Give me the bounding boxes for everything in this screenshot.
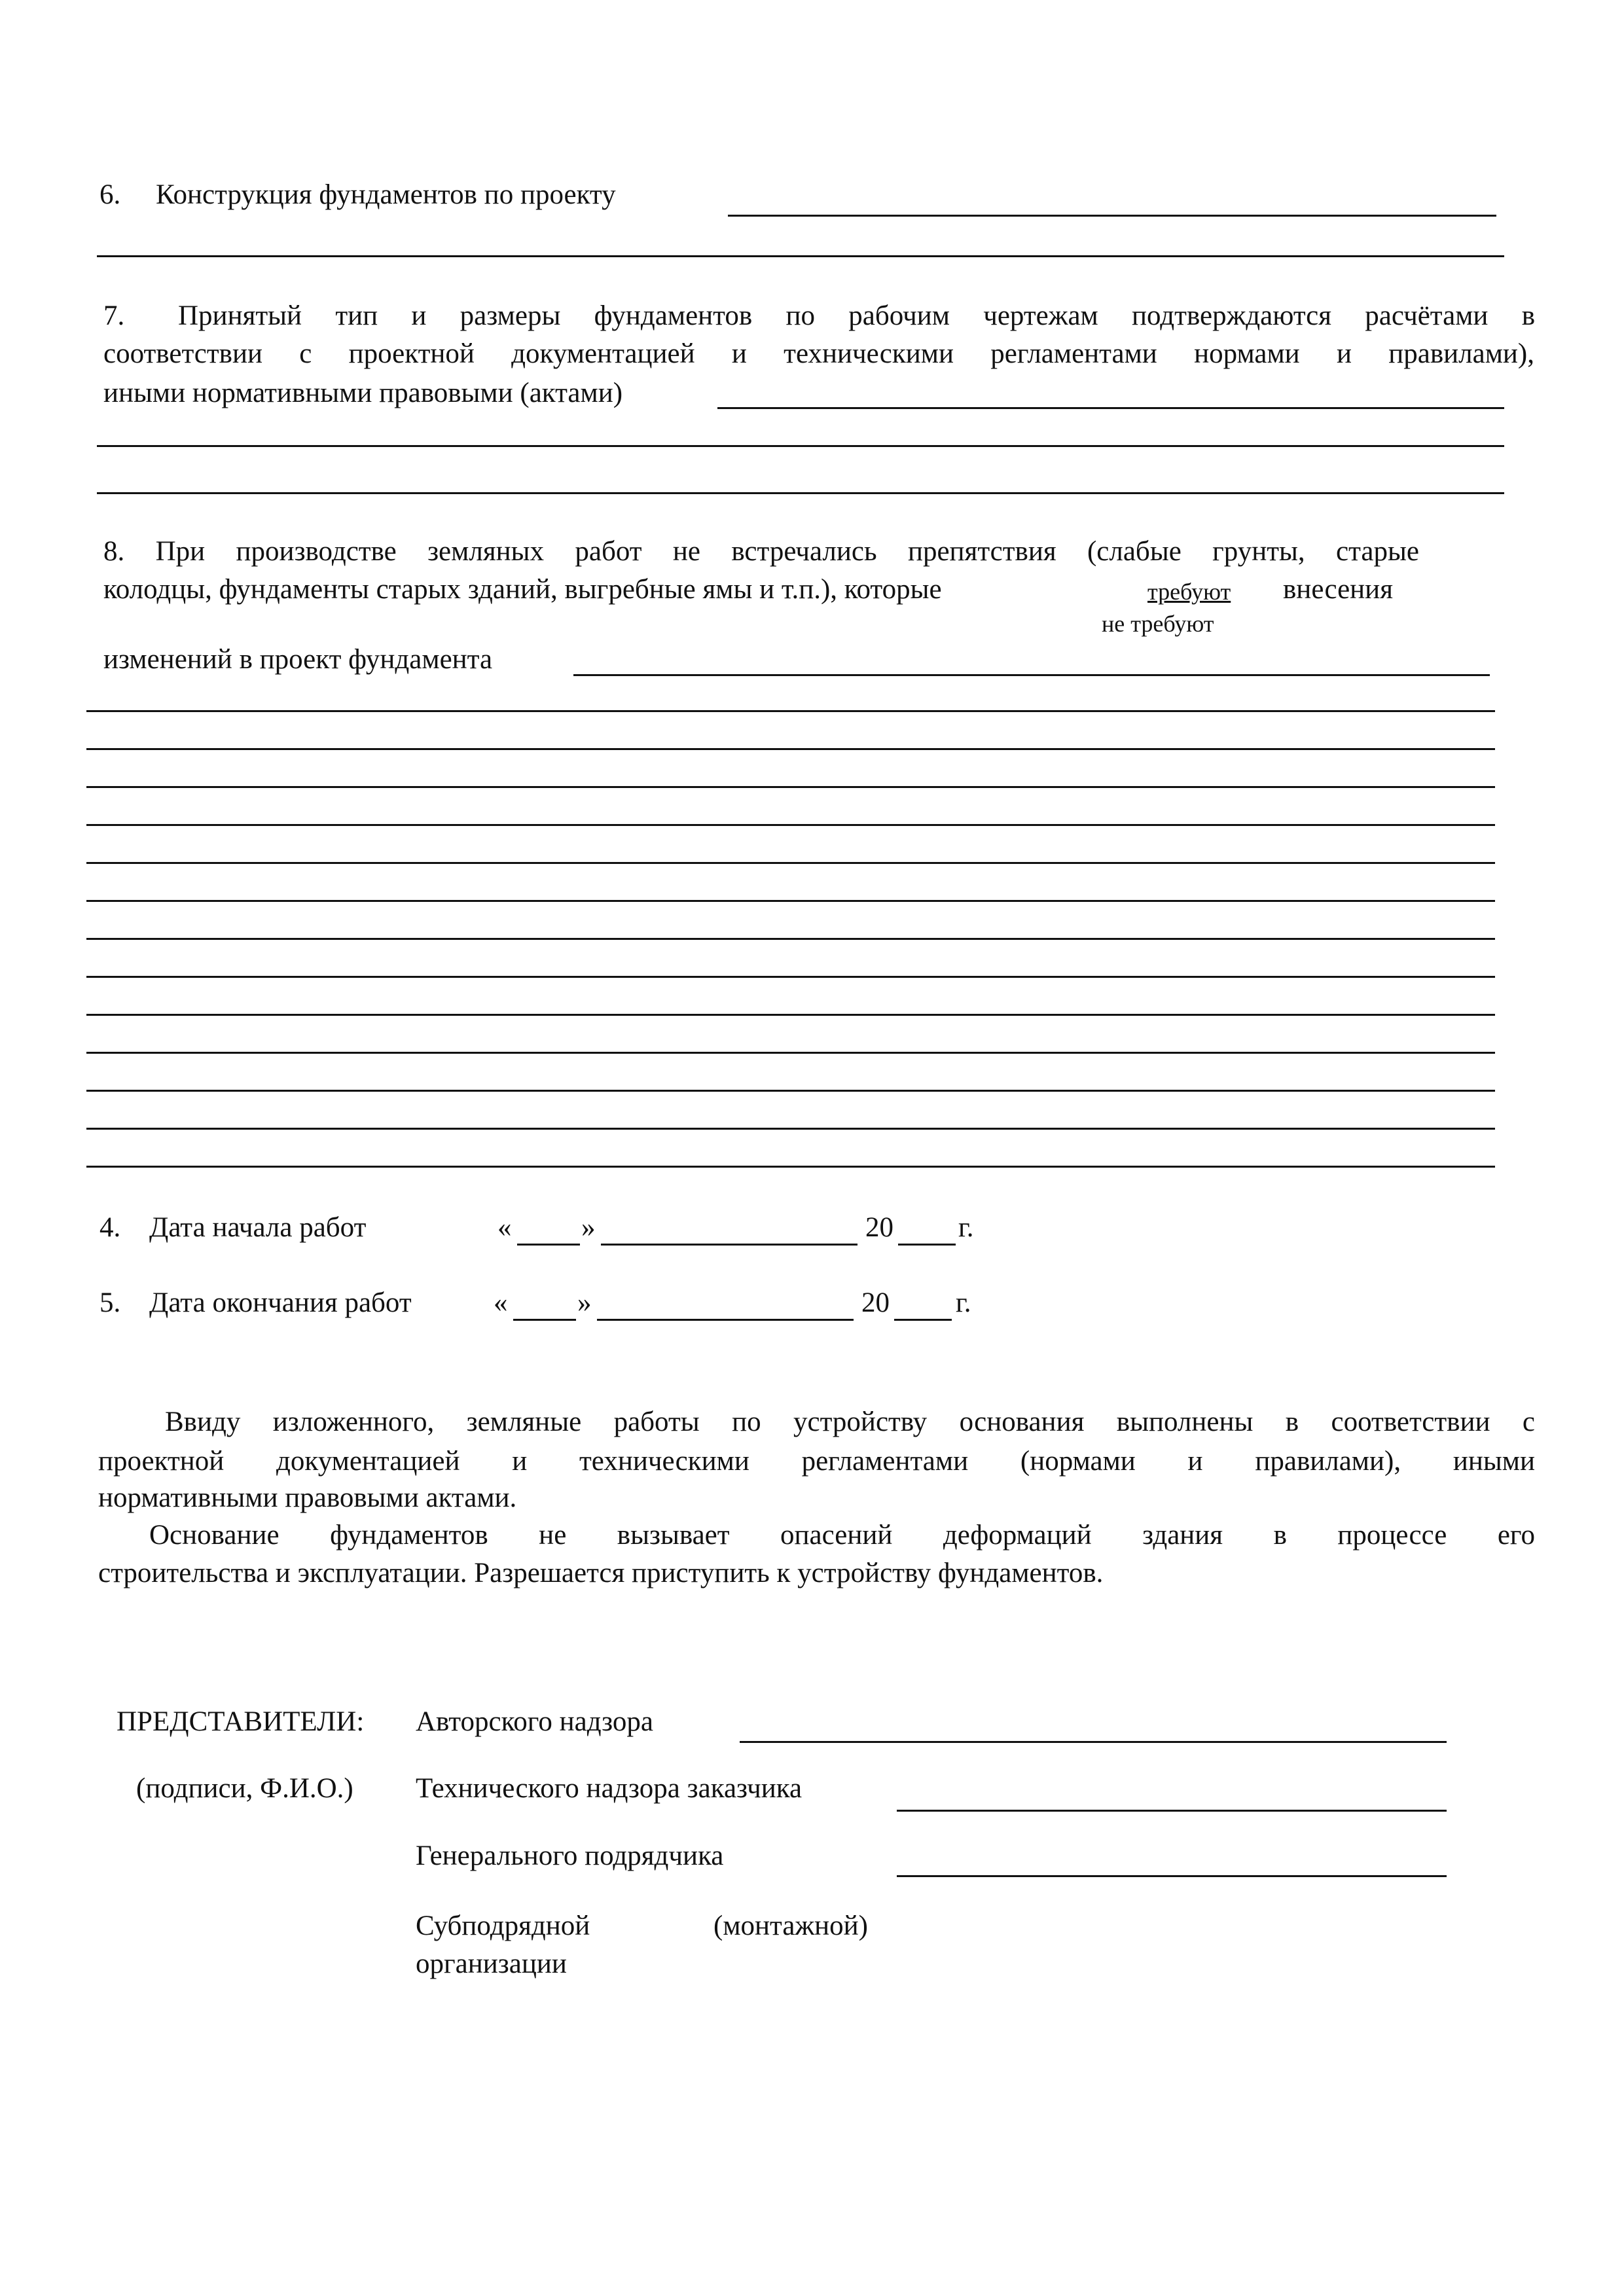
- item8-answer-line[interactable]: [86, 938, 1495, 940]
- item6-label: Конструкция фундаментов по проекту: [156, 179, 616, 210]
- item8-answer-line[interactable]: [86, 900, 1495, 902]
- item6-answer-line-1[interactable]: [728, 215, 1496, 217]
- end-date-close-quote: »: [577, 1287, 592, 1318]
- end-date-number: 5.: [99, 1287, 121, 1318]
- item6-number: 6.: [99, 179, 121, 210]
- subcontractor-label: Субподрядной: [416, 1910, 590, 1941]
- item7-number: 7.: [103, 300, 125, 331]
- customer-supervision-signature-line[interactable]: [897, 1810, 1447, 1812]
- item7-answer-line-1[interactable]: [717, 407, 1504, 409]
- item7-line-1: Принятый тип и размеры фундаментов по рабочим чертежам подтверждаются расчётами в: [178, 300, 1535, 331]
- end-date-year-field[interactable]: [894, 1319, 952, 1321]
- conclusion-p1-line-3: нормативными правовыми актами.: [98, 1482, 517, 1513]
- item8-answer-line[interactable]: [86, 748, 1495, 750]
- general-contractor-signature-line[interactable]: [897, 1875, 1447, 1877]
- item8-answer-line[interactable]: [86, 824, 1495, 826]
- end-date-month-field[interactable]: [597, 1319, 854, 1321]
- item8-answer-line-1[interactable]: [573, 674, 1490, 676]
- item8-option-not-requires[interactable]: не требуют: [1102, 611, 1214, 637]
- subcontractor-mounting-label: (монтажной): [713, 1910, 868, 1941]
- start-date-month-field[interactable]: [601, 1244, 857, 1246]
- item7-answer-line-3[interactable]: [97, 492, 1504, 494]
- start-date-number: 4.: [99, 1212, 121, 1243]
- conclusion-p1-line-1: Ввиду изложенного, земляные работы по устройству основания выполнены в соответствии с: [165, 1407, 1535, 1437]
- item7-answer-line-2[interactable]: [97, 445, 1504, 447]
- start-date-year-field[interactable]: [898, 1244, 956, 1246]
- representatives-heading: ПРЕДСТАВИТЕЛИ:: [117, 1706, 365, 1737]
- end-date-label: Дата окончания работ: [149, 1287, 412, 1318]
- item8-line-1: 8. При производстве земляных работ не встречались препятствия (слабые грунты, старые: [103, 536, 1419, 567]
- end-date-day-field[interactable]: [513, 1319, 576, 1321]
- author-supervision-label: Авторского надзора: [416, 1706, 653, 1737]
- item6-answer-line-2[interactable]: [97, 255, 1504, 257]
- start-date-day-field[interactable]: [517, 1244, 580, 1246]
- start-date-year-suffix: г.: [958, 1212, 974, 1243]
- item8-option-requires[interactable]: требуют: [1147, 579, 1231, 605]
- item8-answer-line[interactable]: [86, 1128, 1495, 1130]
- conclusion-p2-line-1: Основание фундаментов не вызывает опасений деформаций здания в процессе его: [149, 1520, 1535, 1551]
- item8-answer-line[interactable]: [86, 1090, 1495, 1092]
- start-date-label: Дата начала работ: [149, 1212, 367, 1243]
- end-date-year-suffix: г.: [956, 1287, 971, 1318]
- subcontractor-organization-label: организации: [416, 1948, 567, 1979]
- end-date-year-prefix: 20: [861, 1287, 890, 1318]
- conclusion-p1-line-2: проектной документацией и техническими регламентами (нормами и правилами), иными: [98, 1446, 1535, 1477]
- author-supervision-signature-line[interactable]: [740, 1741, 1447, 1743]
- item8-answer-line[interactable]: [86, 710, 1495, 712]
- start-date-year-prefix: 20: [865, 1212, 893, 1243]
- item7-line-2: соответствии с проектной документацией и техническими регламентами нормами и правилами),: [103, 338, 1534, 369]
- item8-answer-line[interactable]: [86, 1052, 1495, 1054]
- end-date-open-quote: «: [494, 1287, 508, 1318]
- item8-after-option: внесения: [1283, 574, 1393, 605]
- item8-answer-line[interactable]: [86, 1166, 1495, 1168]
- conclusion-p2-line-2: строительства и эксплуатации. Разрешается приступить к устройству фундаментов.: [98, 1558, 1104, 1588]
- customer-supervision-label: Технического надзора заказчика: [416, 1773, 803, 1804]
- item8-answer-line[interactable]: [86, 786, 1495, 788]
- start-date-open-quote: «: [497, 1212, 512, 1243]
- item8-line-3: изменений в проект фундамента: [103, 644, 493, 675]
- item7-line-3: иными нормативными правовыми (актами): [103, 378, 623, 408]
- item8-line-2: колодцы, фундаменты старых зданий, выгребные ямы и т.п.), которые: [103, 574, 942, 605]
- representatives-subheading: (подписи, Ф.И.О.): [136, 1773, 353, 1804]
- item8-answer-line[interactable]: [86, 1014, 1495, 1016]
- start-date-close-quote: »: [581, 1212, 596, 1243]
- general-contractor-label: Генерального подрядчика: [416, 1840, 724, 1871]
- item8-answer-line[interactable]: [86, 862, 1495, 864]
- item8-answer-line[interactable]: [86, 976, 1495, 978]
